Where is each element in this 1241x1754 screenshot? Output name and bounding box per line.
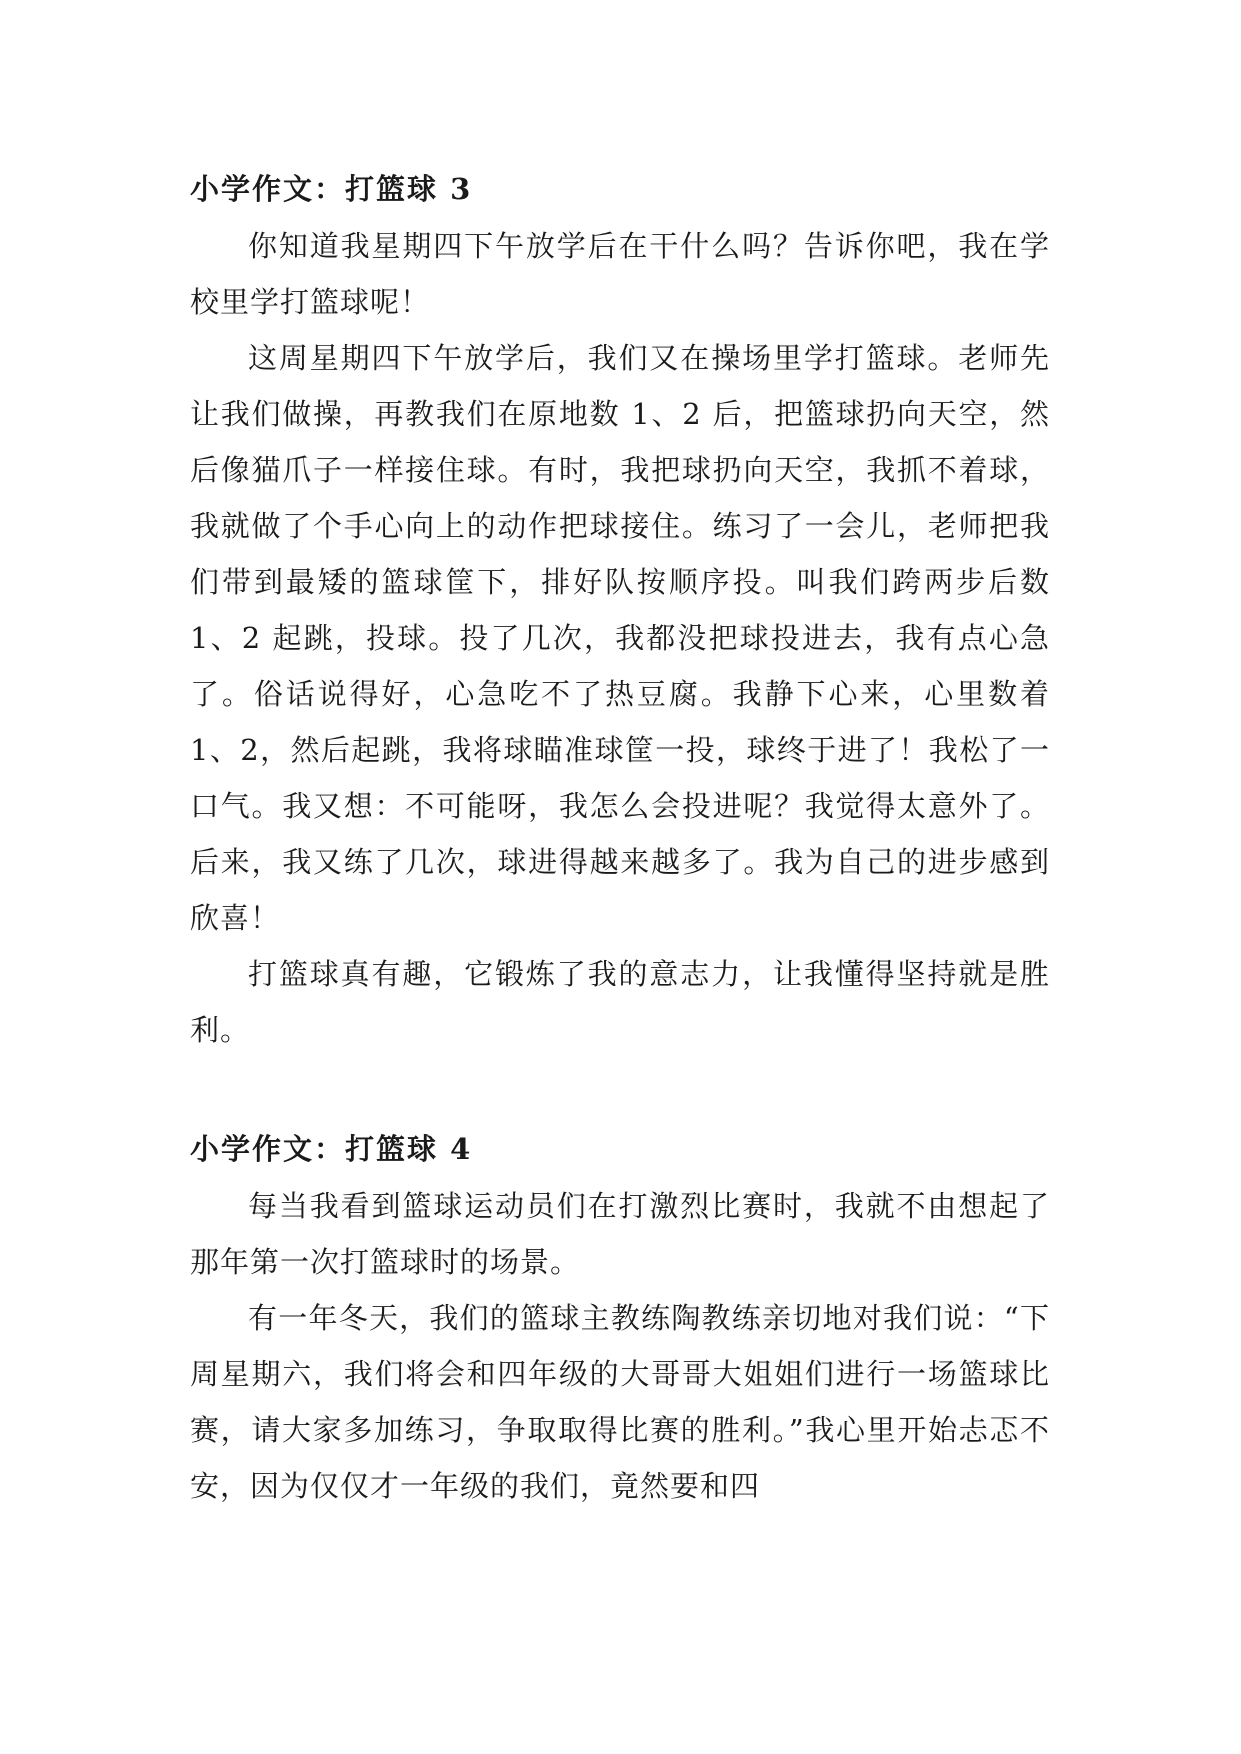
essay-title: 小学作文：打篮球 3 [190,172,473,206]
essay-paragraph: 你知道我星期四下午放学后在干什么吗？告诉你吧，我在学校里学打篮球呢！ [190,229,1050,319]
document-page [190,160,1050,1514]
essay-title: 小学作文：打篮球 4 [190,1132,473,1166]
essay-paragraph: 有一年冬天，我们的篮球主教练陶教练亲切地对我们说：“下周星期六，我们将会和四年级的大哥哥大姐姐们进行一场篮球比赛，请大家多加练习，争取取得比赛的胜利。”我心里开始忐忑不安，因为仅仅才一年级的我们，竟然要和四 [190,1301,1050,1503]
essay-paragraph: 每当我看到篮球运动员们在打激烈比赛时，我就不由想起了那年第一次打篮球时的场景。 [190,1189,1050,1279]
essay-section-4 [190,1120,1050,1514]
essay-paragraph: 这周星期四下午放学后，我们又在操场里学打篮球。老师先让我们做操，再教我们在原地数 1、2 后，把篮球扔向天空，然后像猫爪子一样接住球。有时，我把球扔向天空，我抓不着球，我就做了个手心向上的动作把球接住。练习了一会儿，老师把我们带到最矮的篮球筐下，排好队按顺序投。叫我们跨两步后数 1、2 起跳，投球。投了几次，我都没把球投进去，我有点心急了。俗话说得好，心急吃不了热豆腐。我静下心来，心里数着 1、2，然后起跳，我将球瞄准球筐一投，球终于进了！我松了一口气。我又想：不可能呀，我怎么会投进呢？我觉得太意外了。后来，我又练了几次，球进得越来越多了。我为自己的进步感到欣喜！ [190,341,1050,935]
essay-section-3 [190,160,1050,1058]
essay-paragraph: 打篮球真有趣，它锻炼了我的意志力，让我懂得坚持就是胜利。 [190,957,1050,1047]
